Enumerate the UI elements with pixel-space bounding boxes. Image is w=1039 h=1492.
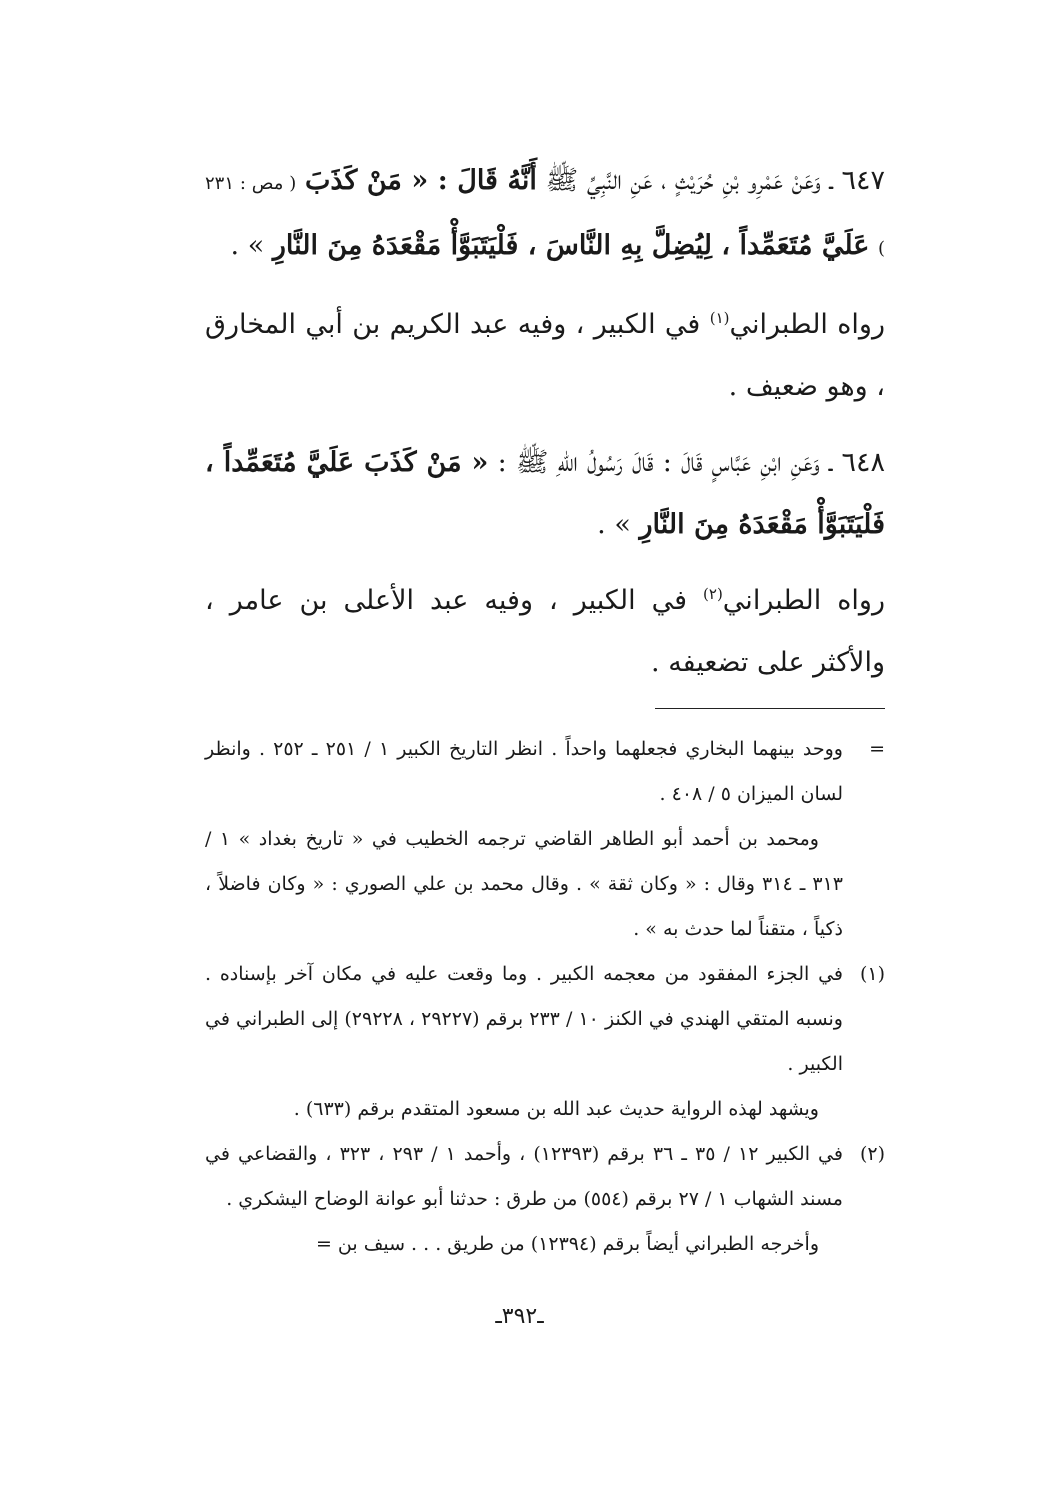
narration-text: في الكبير ، وفيه عبد الأعلى بن عامر ، والأكثر على تضعيفه . [205, 585, 885, 678]
narration-647 [205, 294, 885, 418]
footnote-2 [205, 1132, 885, 1222]
narration-text: رواه الطبراني [729, 309, 885, 340]
hadith-647 [205, 150, 885, 280]
footnote-1 [205, 952, 885, 1087]
footnote-paragraph: ومحمد بن أحمد أبو الطاهر القاضي ترجمه الخطيب في « تاريخ بغداد » ١ / ٣١٣ ـ ٣١٤ وقال : « وكان ثقة » . وقال محمد بن علي الصوري : « وكان فاضلاً ، ذكياً ، متقناً لما حدث به » . [205, 828, 843, 940]
main-text [205, 150, 885, 694]
footnote-mark: (١) [859, 963, 885, 985]
hadith-text: « مَنْ كَذَبَ عَلَيَّ مُتَعَمِّداً ، فَلْيَتَبَوَّأْ مَقْعَدَهُ مِنَ النَّارِ [205, 447, 885, 540]
footnote-paragraph: في الكبير ١٢ / ٣٥ ـ ٣٦ برقم (١٢٣٩٣) ، وأحمد ١ / ٢٩٣ ، ٣٢٣ ، والقضاعي في مسند الشهاب ١ / ٢٧ برقم (٥٥٤) من طرق : حدثنا أبو عوانة الوضاح اليشكري . [205, 1143, 843, 1210]
manuscript-reference: ( مص : ٢٣١ ) [205, 173, 885, 259]
narration-text: رواه الطبراني [722, 585, 885, 616]
footnote-paragraph: ووحد بينهما البخاري فجعلهما واحداً . انظر التاريخ الكبير ١ / ٢٥١ ـ ٢٥٢ . وانظر لسان الميزان ٥ / ٤٠٨ . [205, 738, 843, 805]
page-number: ـ٣٩٢ـ [495, 1304, 544, 1329]
footnote-divider [655, 708, 885, 709]
footnote-continuation [205, 727, 885, 952]
narration-text: في الكبير ، وفيه عبد الكريم بن أبي المخارق ، وهو ضعيف . [205, 309, 885, 402]
footnote-ref: (٢) [703, 585, 723, 603]
continuation-mark: = [869, 738, 885, 760]
hadith-text: وَعَنْ عَمْرِو بْنِ حُرَيْثٍ ، عَنِ النَّبِيِّ ﷺ [545, 165, 821, 196]
hadith-648 [205, 432, 885, 556]
footnote-ref: (١) [709, 309, 730, 327]
hadith-text: أَنَّهُ قَالَ : « مَنْ كَذَبَ [304, 165, 537, 196]
page-content [205, 150, 885, 1267]
footnote-paragraph: وأخرجه الطبراني أيضاً برقم (١٢٣٩٤) من طريق . . . سيف بن = [315, 1233, 819, 1255]
footnotes [205, 727, 885, 1267]
footnote-paragraph: في الجزء المفقود من معجمه الكبير . وما وقعت عليه في مكان آخر بإسناده . ونسبه المتقي الهندي في الكنز ١٠ / ٢٣٣ برقم (٢٩٢٢٧ ، ٢٩٢٢٨) إلى الطبراني في الكبير . [205, 963, 843, 1075]
footnote-mark: (٢) [859, 1143, 885, 1165]
hadith-text: وَعَنِ ابْنِ عَبَّاسٍ قَالَ : قَالَ رَسُولُ اللهِ ﷺ : [497, 447, 820, 478]
quote-close: » . [230, 230, 265, 261]
hadith-number: ٦٤٨ ـ [828, 447, 885, 478]
footnote-paragraph: ويشهد لهذه الرواية حديث عبد الله بن مسعود المتقدم برقم (٦٣٣) . [293, 1098, 819, 1120]
hadith-number: ٦٤٧ ـ [829, 165, 885, 196]
narration-648 [205, 570, 885, 694]
quote-close: » . [597, 509, 631, 540]
hadith-text: عَلَيَّ مُتَعَمِّداً ، لِيُضِلَّ بِهِ النَّاسَ ، فَلْيَتَبَوَّأْ مَقْعَدَهُ مِنَ النَّارِ [272, 230, 870, 261]
